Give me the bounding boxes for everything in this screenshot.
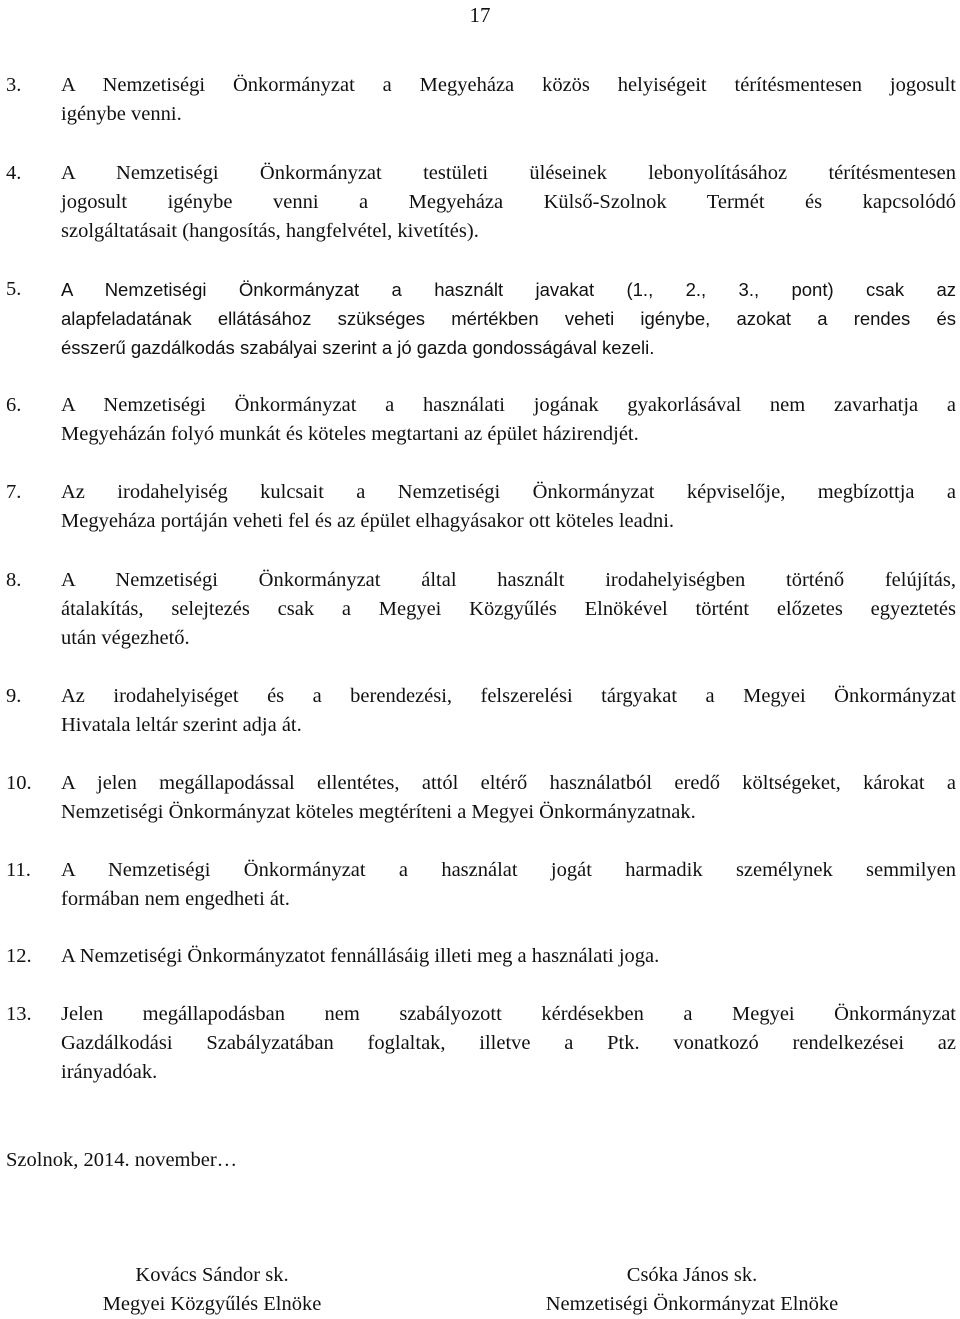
item-line: Gazdálkodási Szabályzatában foglaltak, illetve a Ptk. vonatkozó rendelkezései az [61, 1032, 956, 1054]
list-item-4 [6, 159, 956, 246]
list-item-5 [6, 275, 956, 362]
signature-block-right [512, 1261, 872, 1319]
signatory-title: Megyei Közgyűlés Elnöke [102, 1293, 322, 1315]
item-number: 4. [6, 162, 22, 184]
item-line: után végezhető. [61, 627, 190, 649]
item-line: A jelen megállapodással ellentétes, attól eltérő használatból eredő költségeket, károkat a [61, 772, 956, 794]
signatory-title: Nemzetiségi Önkormányzat Elnöke [545, 1293, 839, 1315]
item-line: Az irodahelyiség kulcsait a Nemzetiségi Önkormányzat képviselője, megbízottja a [61, 481, 956, 503]
item-number: 8. [6, 569, 22, 591]
signature-block-left [52, 1261, 372, 1319]
item-number: 11. [6, 859, 31, 881]
list-item-3 [6, 71, 956, 129]
item-line: Az irodahelyiséget és a berendezési, felszerelési tárgyakat a Megyei Önkormányzat [61, 685, 956, 707]
item-line: jogosult igénybe venni a Megyeháza Külső-Szolnok Termét és kapcsolódó [61, 191, 956, 213]
item-number: 5. [6, 278, 22, 300]
item-line: A Nemzetiségi Önkormányzat a használt javakat (1., 2., 3., pont) csak az [61, 279, 956, 300]
item-line: Jelen megállapodásban nem szabályozott kérdésekben a Megyei Önkormányzat [61, 1003, 956, 1025]
item-number: 9. [6, 685, 22, 707]
item-line: Megyeházán folyó munkát és köteles megtartani az épület házirendjét. [61, 423, 639, 445]
item-line: A Nemzetiségi Önkormányzat a Megyeháza közös helyiségeit térítésmentesen jogosult [61, 74, 956, 96]
item-line: alapfeladatának ellátásához szükséges mértékben veheti igénybe, azokat a rendes és [61, 308, 956, 329]
item-number: 10. [6, 772, 32, 794]
item-line: A Nemzetiségi Önkormányzat által használt irodahelyiségben történő felújítás, [61, 569, 956, 591]
item-line: szolgáltatásait (hangosítás, hangfelvétel, kivetítés). [61, 220, 479, 242]
item-number: 6. [6, 394, 22, 416]
list-item-12 [6, 942, 956, 971]
item-line: átalakítás, selejtezés csak a Megyei Közgyűlés Elnökével történt előzetes egyeztetés [61, 598, 956, 620]
list-item-13 [6, 1000, 956, 1087]
item-line: igénybe venni. [61, 103, 182, 125]
item-line: A Nemzetiségi Önkormányzat testületi üléseinek lebonyolításához térítésmentesen [61, 162, 956, 184]
list-item-9 [6, 682, 956, 740]
list-item-8 [6, 566, 956, 653]
list-item-11 [6, 856, 956, 914]
item-line: irányadóak. [61, 1061, 158, 1083]
item-line: A Nemzetiségi Önkormányzatot fennállásáig illeti meg a használati joga. [61, 945, 660, 967]
item-line: Megyeháza portáján veheti fel és az épület elhagyásakor ott köteles leadni. [61, 510, 675, 532]
signatory-name: Kovács Sándor sk. [135, 1264, 289, 1286]
item-line: formában nem engedheti át. [61, 888, 290, 910]
signatory-name: Csóka János sk. [626, 1264, 758, 1286]
page-number: 17 [469, 3, 491, 27]
item-line: Hivatala leltár szerint adja át. [61, 714, 302, 736]
place-date: Szolnok, 2014. november… [6, 1149, 238, 1171]
item-number: 7. [6, 481, 22, 503]
item-line: Nemzetiségi Önkormányzat köteles megtéríteni a Megyei Önkormányzatnak. [61, 801, 696, 823]
list-item-6 [6, 391, 956, 449]
item-line: A Nemzetiségi Önkormányzat a használat jogát harmadik személynek semmilyen [61, 859, 956, 881]
item-line: ésszerű gazdálkodás szabályai szerint a jó gazda gondosságával kezeli. [61, 337, 655, 358]
item-number: 3. [6, 74, 22, 96]
item-number: 13. [6, 1003, 32, 1025]
item-number: 12. [6, 945, 32, 967]
item-line: A Nemzetiségi Önkormányzat a használati jogának gyakorlásával nem zavarhatja a [61, 394, 956, 416]
list-item-10 [6, 769, 956, 827]
list-item-7 [6, 478, 956, 536]
